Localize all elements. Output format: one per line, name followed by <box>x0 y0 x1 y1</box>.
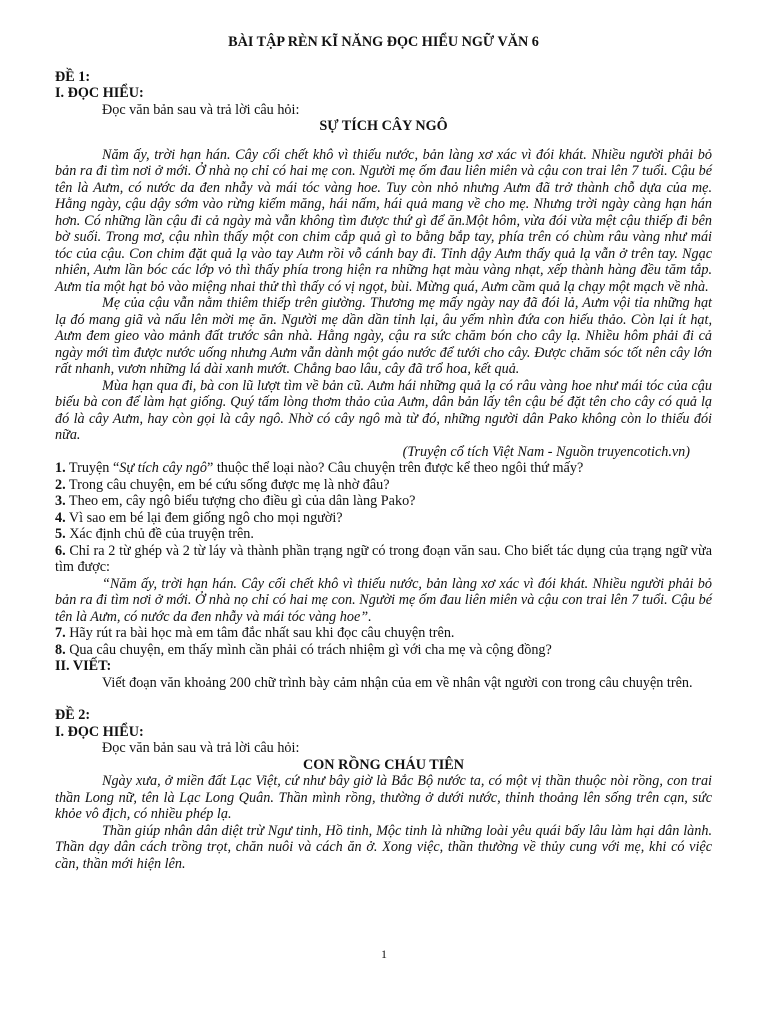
question-number: 2. <box>55 476 66 493</box>
question-quote: “Năm ấy, trời hạn hán. Cây cối chết khô vì thiếu nước, bản làng xơ xác vì đói khát. Nhiều người phải bỏ bản ra đi tìm nơi ở mới. Ở nhà nọ chỉ có hai mẹ con. Người mẹ ốm đau liên miên và cậu con trai lên 7 tuổi. Cậu bé tên là Aưm, có nước da đen nhẫy và mái tóc vàng hoe”. <box>55 575 712 625</box>
de2-story-title: CON RỒNG CHÁU TIÊN <box>303 756 464 773</box>
question-item <box>55 543 712 576</box>
de2-story <box>55 773 712 872</box>
question-text: Vì sao em bé lại đem giống ngô cho mọi người? <box>65 509 343 526</box>
spacer <box>55 691 712 707</box>
story-paragraph: Mùa hạn qua đi, bà con lũ lượt tìm về bản cũ. Aưm hái những quả lạ có râu vàng hoe như mái tóc của cậu biếu bà con để làm hạt giống. Quý tấm lòng thơm thảo của Aưm, dân bản lấy tên cậu bé đặt tên cho cây có quả lạ đó là cây Aưm, hay còn gọi là cây ngô. Nhờ có cây ngô mà từ đó, những người dân Pako không còn lo thiếu đói nữa. <box>55 377 712 443</box>
de1-section-writing: II. VIẾT: <box>55 658 112 674</box>
writing-task: Viết đoạn văn khoảng 200 chữ trình bày cảm nhận của em về nhân vật người con trong câu chuyện trên. <box>102 674 693 691</box>
de1-story-title: SỰ TÍCH CÂY NGÔ <box>319 118 448 134</box>
question-item <box>55 510 712 527</box>
story-paragraph: Mẹ của cậu vẫn nằm thiêm thiếp trên giường. Thương mẹ mấy ngày nay đã đói lả, Aưm vội tỉa những hạt lạ đó mang giã và nấu lên mời mẹ ăn. Người mẹ dần dần tỉnh lại, âu yếm nhìn đứa con hiếu thảo. Còn lại ít hạt, Aưm đem gieo vào mảnh đất trước sân nhà. Hằng ngày, cậu ra sức chăm bón cho cây lạ. Nhiều hôm phải đi cả ngày mới tìm được nước uống nhưng Aưm vẫn dành một gáo nước để tưới cho cây. Được chăm sóc tốt nên cây lớn rất nhanh, vươn những lá dài xanh mướt. Chẳng bao lâu, cây đã trổ hoa, kết quả. <box>55 295 712 377</box>
question-number: 5. <box>55 526 66 542</box>
page-number: 1 <box>381 947 387 961</box>
question-italic: Sự tích cây ngô <box>119 460 207 476</box>
story-paragraph: Ngày xưa, ở miền đất Lạc Việt, cứ như bây giờ là Bắc Bộ nước ta, có một vị thần thuộc nòi rồng, con trai thần Long nữ, tên là Lạc Long Quân. Thần mình rồng, thường ở dưới nước, thỉnh thoảng lên sống trên cạn, sức khỏe vô địch, có nhiều phép lạ. <box>55 773 712 822</box>
question-text: Xác định chủ đề của truyện trên. <box>65 526 254 542</box>
question-text: Hãy rút ra bài học mà em tâm đắc nhất sau khi đọc câu chuyện trên. <box>65 625 455 641</box>
story-source: (Truyện cổ tích Việt Nam - Nguồn truyencotich.vn) <box>402 443 690 460</box>
question-number: 8. <box>55 641 66 658</box>
question-text: Trong câu chuyện, em bé cứu sống được mẹ là nhờ đâu? <box>65 476 390 493</box>
question-text: Chỉ ra 2 từ ghép và 2 từ láy và thành phần trạng ngữ có trong đoạn văn sau. Cho biết tác dụng của trạng ngữ vừa tìm được: <box>55 542 712 575</box>
question-item <box>55 642 712 659</box>
document-title: BÀI TẬP RÈN KĨ NĂNG ĐỌC HIỂU NGỮ VĂN 6 <box>228 34 539 50</box>
question-number: 4. <box>55 509 66 526</box>
question-text: ” thuộc thể loại nào? Câu chuyện trên được kể theo ngôi thứ mấy? <box>206 460 584 476</box>
story-paragraph: Năm ấy, trời hạn hán. Cây cối chết khô vì thiếu nước, bản làng xơ xác vì đói khát. Nhiều người phải bỏ bản ra đi tìm nơi ở mới. Ở nhà nọ chỉ có hai mẹ con. Người mẹ ốm đau liên miên và cậu con trai lên 7 tuổi. Cậu bé tên là Aưm, có nước da đen nhẫy và mái tóc vàng hoe. Tuy còn nhỏ nhưng Aưm đã trở thành chỗ dựa của mẹ. Hằng ngày, cậu dậy sớm vào rừng kiếm măng, hái nấm, hái quả mang về cho mẹ. Nhưng trời ngày càng hạn hán hơn. Có những lần cậu đi cả ngày mà vẫn không tìm được thứ gì để ăn.Một hôm, vừa đói vừa mệt cậu thiếp đi bên bờ suối. Trong mơ, cậu nhìn thấy một con chim cắp quả gì to bằng bắp tay, phía trên có chùm râu vàng như mái tóc của cậu. Con chim đặt quả lạ vào tay Aưm rồi vỗ cánh bay đi. Tỉnh dậy Aưm thấy quả lạ vẫn ở trên tay. Ngạc nhiên, Aưm lần bóc các lớp vỏ thì thấy phía trong hiện ra những hạt màu vàng nhạt, xếp thành hàng đều tăm tắp. Aưm tỉa một hạt bỏ vào miệng nhai thử thì thấy có vị ngọt, bùi. Mừng quá, Aưm cầm quả lạ chạy một mạch về nhà. <box>55 146 712 295</box>
story-paragraph: Thần giúp nhân dân diệt trừ Ngư tinh, Hồ tinh, Mộc tinh là những loài yêu quái bấy lâu làm hại dân lành. Thần dạy dân cách trồng trọt, chăn nuôi và cách ăn ở. Xong việc, thần thường về thủy cung với mẹ, khi có việc cần, thần mới hiện lên. <box>55 822 712 872</box>
question-number: 7. <box>55 625 66 641</box>
de2-section-reading: I. ĐỌC HIỂU: <box>55 723 144 740</box>
question-item <box>55 625 712 642</box>
question-number: 1. <box>55 460 66 476</box>
question-item <box>55 477 712 494</box>
de1-story <box>55 147 712 444</box>
document-body <box>55 34 712 872</box>
question-item <box>55 460 712 477</box>
question-item <box>55 526 712 543</box>
question-text: Qua câu chuyện, em thấy mình cần phải có trách nhiệm gì với cha mẹ và cộng đồng? <box>65 641 552 658</box>
de1-questions <box>55 460 712 658</box>
de2-heading: ĐỀ 2: <box>55 707 91 723</box>
question-number: 6. <box>55 542 66 559</box>
question-item <box>55 493 712 510</box>
question-number: 3. <box>55 493 66 509</box>
de2-instruction: Đọc văn bản sau và trả lời câu hỏi: <box>102 740 300 756</box>
de1-section-reading: I. ĐỌC HIỂU: <box>55 85 144 101</box>
de1-instruction: Đọc văn bản sau và trả lời câu hỏi: <box>102 101 300 118</box>
question-text: Theo em, cây ngô biểu tượng cho điều gì của dân làng Pako? <box>65 493 416 509</box>
question-text: Truyện “ <box>65 460 120 476</box>
de1-heading: ĐỀ 1: <box>55 68 91 85</box>
